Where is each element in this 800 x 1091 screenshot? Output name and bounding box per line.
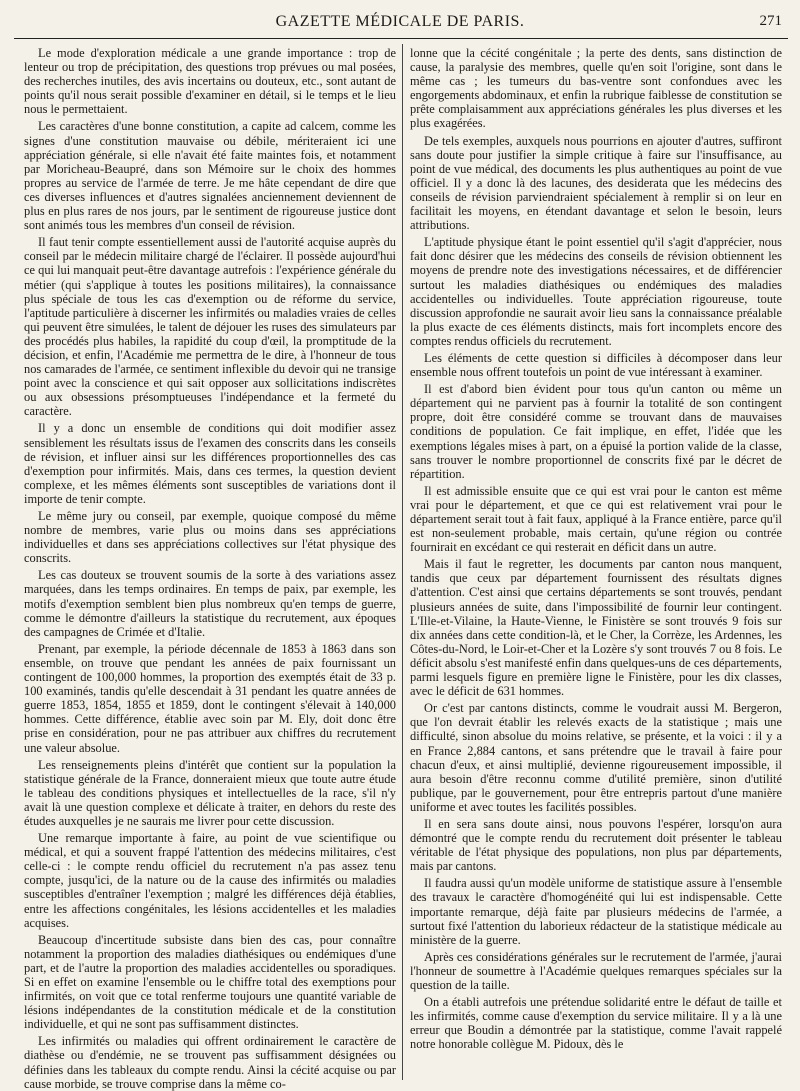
paragraph: lonne que la cécité congénitale ; la perte des dents, sans distinction de cause, la paralysie des membres, quelle qu'en soit l'origine, sont dans le même cas ; les tumeurs du bas-ventre sont confondues avec les engorgements abdominaux, et enfin la rubrique faiblesse de constitution se prête complaisamment aux appréciations générales les plus diverses et les plus exagérées. — [410, 46, 782, 131]
paragraph: De tels exemples, auxquels nous pourrions en ajouter d'autres, suffiront sans doute pour justifier la simple critique à faire sur l'insuffisance, au point de vue médical, des documents les plus authentiques au point de vue officiel. Il y a donc là des lacunes, des desiderata que les médecins des conseils de révision parviendraient spécialement à remplir si on leur en facilitait les moyens, en étendant davantage et selon le besoin, leurs attributions. — [410, 133, 782, 233]
paragraph: Il en sera sans doute ainsi, nous pouvons l'espérer, lorsqu'on aura démontré que le compte rendu du recrutement doit présenter le tableau véritable de l'état physique des populations, non plus par départements, mais par cantons. — [410, 816, 782, 874]
page-number: 271 — [759, 13, 782, 29]
paragraph: Le mode d'exploration médicale a une grande importance : trop de lenteur ou trop de précipitation, des questions trop prévues ou mal posées, des recherches inutiles, des avis incertains ou douteux, etc., sont autant de points qu'il nous serait possible d'examiner en détail, si le temps et le lieu nous le permettaient. — [24, 46, 396, 117]
paragraph: Après ces considérations générales sur le recrutement de l'armée, j'aurai l'honneur de soumettre à l'Académie quelques remarques spéciales sur la question de la taille. — [410, 949, 782, 992]
running-title: GAZETTE MÉDICALE DE PARIS. — [275, 13, 525, 30]
paragraph: Les éléments de cette question si difficiles à décomposer dans leur ensemble nous offrent toutefois un point de vue intéressant à examiner. — [410, 350, 782, 380]
paragraph: Les caractères d'une bonne constitution, a capite ad calcem, comme les signes d'une constitution mauvaise ou débile, mériteraient ici une appréciation générale, si elle n'avait été faite maintes fois, et notamment par Moricheau-Beaupré, dans son Mémoire sur le choix des hommes propres au service de l'armée de terre. Je me hâte cependant de dire que ces diverses influences et d'autres signalées anciennement deviennent de plus en plus rares de nos jours, par le sentiment de rigoureuse justice dont sont animés tous les membres d'un conseil de révision. — [24, 119, 396, 233]
paragraph: Les cas douteux se trouvent soumis de la sorte à des variations assez marquées, dans les temps ordinaires. En temps de paix, par exemple, les motifs d'exemption semblent bien plus nombreux qu'en temps de guerre, comme le démontre d'ailleurs la statistique du recrutement, aux époques des campagnes de Crimée et d'Italie. — [24, 568, 396, 639]
paragraph: Or c'est par cantons distincts, comme le voudrait aussi M. Bergeron, que l'on devrait établir les relevés exacts de la statistique ; mais une difficulté, sinon absolue du moins relative, se présente, et la voici : il y a en France 2,884 cantons, et sans prétendre que le travail à faire pour chacun d'eux, et ainsi multiplié, devienne rigoureusement impossible, il aura besoin d'être reconnu comme d'utilité première, sinon d'utilité publique, par le gouvernement, pour être entrepris partout d'une manière uniforme et avec toutes les facilités possibles. — [410, 701, 782, 814]
paragraph: Il faudra aussi qu'un modèle uniforme de statistique assure à l'ensemble des travaux le caractère d'homogénéité qui lui est indispensable. Cette importante remarque, déjà faite par plusieurs médecins de l'armée, a surtout fixé l'attention du laborieux rédacteur de la statistique médicale au ministère de la guerre. — [410, 876, 782, 947]
paragraph: Les renseignements pleins d'intérêt que contient sur la population la statistique générale de la France, donneraient mieux que toute autre étude le tableau des conditions physiques et intellectuelles de la race, s'il n'y avait là une question complexe et délicate à traiter, en dehors du reste des études auxquelles je ne saurais me livrer pour cette discussion. — [24, 757, 396, 828]
right-column — [410, 46, 782, 1078]
paragraph: Il y a donc un ensemble de conditions qui doit modifier assez sensiblement les résultats issus de l'examen des conscrits dans les conseils de révision, et influer ainsi sur les différences proportionnelles des cas d'exemption pour infirmités. Mais, dans ces termes, la question devient complexe, et les mêmes éléments sont susceptibles de variations dont il importe de tenir compte. — [24, 421, 396, 506]
paragraph: On a établi autrefois une prétendue solidarité entre le défaut de taille et les infirmités, comme cause d'exemption du service militaire. Il y a là une erreur que Boudin a démontrée par la statistique, comme l'avait rappelé notre honorable collègue M. Pidoux, dès le — [410, 995, 782, 1052]
paragraph: Le même jury ou conseil, par exemple, quoique composé du même nombre de membres, varie plus ou moins dans ses appréciations individuelles et dans ses appréciations collectives sur l'état physique des conscrits. — [24, 509, 396, 566]
paragraph: Il est d'abord bien évident pour tous qu'un canton ou même un département qui ne parvient pas à fournir la totalité de son contingent propre, doit être considéré comme se trouvant dans de mauvaises conditions de population. Ce fait implique, en effet, l'idée que les exemptions légales mises à part, on a épuisé la portion valide de la classe, sans trouver le nombre proportionnel de conscrits fixé par le décret de répartition. — [410, 382, 782, 481]
paragraph: Il faut tenir compte essentiellement aussi de l'autorité acquise auprès du conseil par le médecin militaire chargé de l'éclairer. Il possède aujourd'hui ce qui lui manquait peut-être davantage autrefois : l'expérience générale du métier (qui s'applique à toutes les positions militaires), la connaissance plus spéciale de tous les cas d'exemption ou de réforme du service, l'aptitude particulière à discerner les infirmités ou maladies vraies de celles qui peuvent être simulées, le talent de déjouer les ruses des simulateurs par des procédés plus habiles, la rapidité du coup d'œil, la promptitude de la décision, et enfin, l'Académie me permettra de le dire, à l'honneur de tous nos camarades de l'armée, ce sentiment inflexible du devoir qui ne transige point avec la conscience et qui sait opposer aux sollicitations indiscrètes ou aux obsessions présomptueuses l'indépendance et la fermeté du caractère. — [24, 235, 396, 419]
paragraph: Mais il faut le regretter, les documents par canton nous manquent, tandis que ceux par département fournissent des résultats dignes d'attention. C'est ainsi que certains départements se sont trouvés, pendant plusieurs années de suite, dans l'impossibilité de fournir leur contingent. L'Ille-et-Vilaine, la Haute-Vienne, le Finistère se sont trouvés 9 fois sur dix années dans cette condition-là, et le Cher, la Corrèze, les Ardennes, les Côtes-du-Nord, le Loir-et-Cher et la Lozère s'y sont trouvés 7 ou 8 fois. Le déficit absolu s'est manifesté enfin dans quelques-uns de ces départements, parmi lesquels figure en première ligne le Finistère, pour les dix classes, avec le déficit de 631 hommes. — [410, 557, 782, 699]
paragraph: L'aptitude physique étant le point essentiel qu'il s'agit d'apprécier, nous fait donc désirer que les médecins des conseils de révision obtiennent les moyens de prendre note des investigations nécessaires, et de différencier surtout les maladies diathésiques ou endémiques des maladies accidentelles ou individuelles. Toute appréciation rigoureuse, toute discussion approfondie ne saurait avoir lieu sans la connaissance préalable la plus exacte de ces éléments distincts, mais fort incomplets encore des comptes rendus officiels du recrutement. — [410, 235, 782, 348]
paragraph: Les infirmités ou maladies qui offrent ordinairement le caractère de diathèse ou d'endémie, ne se trouvent pas suffisamment désignées ou définies dans les tableaux du compte rendu. Ainsi la cécité acquise ou par cause morbide, se trouve comprise dans la même co- — [24, 1034, 396, 1091]
paragraph: Une remarque importante à faire, au point de vue scientifique ou médical, et qui a souvent frappé l'attention des médecins militaires, c'est celle-ci : le compte rendu officiel du recrutement n'a pas assez tenu compte, jusqu'ici, de la nature ou de la cause des infirmités ou maladies susceptibles d'entraîner l'exemption ; malgré les différences déjà établies, entre les affections congénitales, les lésions accidentelles et les maladies acquises. — [24, 831, 396, 930]
header-rule — [14, 38, 788, 39]
left-column — [24, 46, 396, 1091]
column-divider — [402, 44, 403, 1080]
paragraph: Prenant, par exemple, la période décennale de 1853 à 1863 dans son ensemble, on trouve que pendant les années de paix fournissant un contingent de 100,000 hommes, la proportion des exemptés était de 33 p. 100 examinés, tandis qu'elle descendait à 31 pendant les quatre années de guerre 1853, 1854, 1855 et 1859, dont le contingent s'élevait à 140,000 hommes. Cette différence, établie avec soin par M. Ely, doit donc être prise en considération, pour ne pas attribuer aux chiffres du recrutement une valeur absolue. — [24, 641, 396, 755]
paragraph: Il est admissible ensuite que ce qui est vrai pour le canton est même vrai pour le département, et que ce qui est relativement vrai pour le département serait tout à fait faux, appliqué à la France entière, parce qu'il est non-seulement probable, mais certain, qu'une région ou contrée fournirait en excédant ce qui resterait en déficit dans un autre. — [410, 483, 782, 555]
page-header — [0, 0, 800, 40]
paragraph: Beaucoup d'incertitude subsiste dans bien des cas, pour connaître notamment la proportion des maladies diathésiques ou endémiques d'une part, et de l'autre la proportion des maladies accidentelles ou sporadiques. Si en effet on examine l'ensemble ou le chiffre total des exemptions pour infirmités, on voit que ce total renferme toujours une quantité variable de lésions indépendantes de la constitution médicale et de la constitution individuelle, et qui ne sont pas suffisamment distinctes. — [24, 932, 396, 1032]
